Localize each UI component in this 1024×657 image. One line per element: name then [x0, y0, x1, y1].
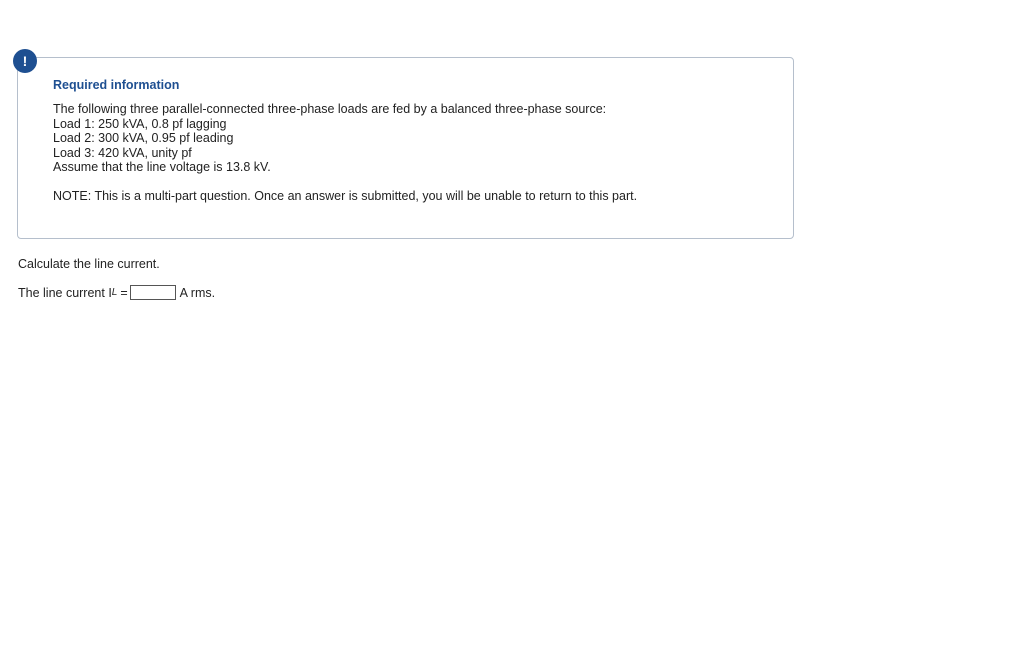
answer-label-subscript: L — [111, 287, 118, 298]
answer-equals: = — [120, 285, 128, 300]
info-title: Required information — [53, 78, 180, 92]
info-note: NOTE: This is a multi-part question. Once an answer is submitted, you will be unable to return to this part. — [53, 189, 638, 203]
info-line: Assume that the line voltage is 13.8 kV. — [53, 160, 271, 175]
exclamation-glyph: ! — [22, 53, 28, 69]
exclamation-icon — [13, 49, 37, 73]
info-line: Load 1: 250 kVA, 0.8 pf lagging — [53, 116, 227, 131]
answer-units: A rms. — [179, 285, 216, 300]
answer-row — [18, 285, 215, 300]
question-prompt: Calculate the line current. — [18, 257, 160, 271]
required-information-panel — [17, 57, 794, 239]
line-current-input[interactable] — [130, 285, 176, 300]
info-line: Load 2: 300 kVA, 0.95 pf leading — [53, 131, 234, 146]
info-line: The following three parallel-connected three-phase loads are fed by a balanced three-phase source: — [53, 102, 607, 116]
info-line: Load 3: 420 kVA, unity pf — [53, 145, 192, 160]
info-body — [53, 102, 606, 175]
answer-label: The line current I — [18, 285, 112, 300]
